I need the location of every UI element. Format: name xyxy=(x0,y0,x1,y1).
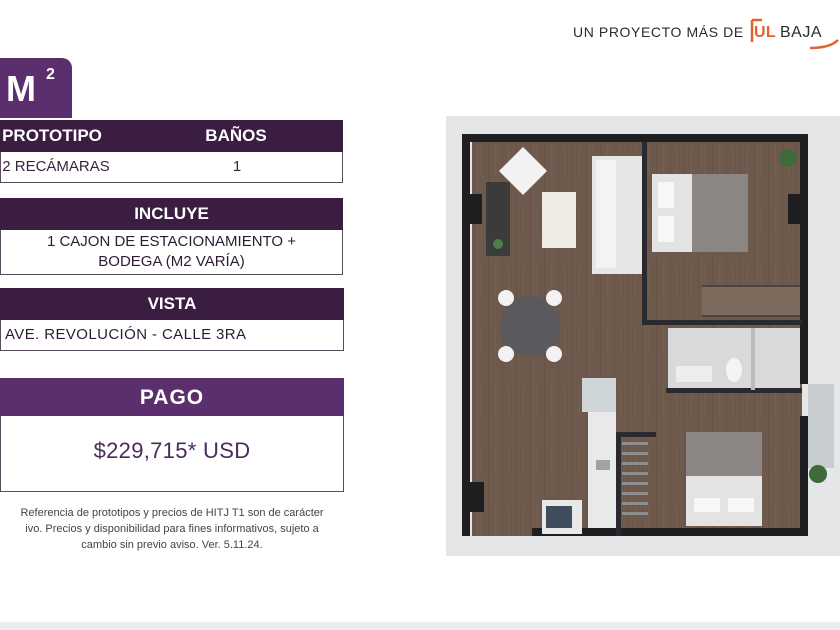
incluye-line: BODEGA (M2 VARÍA) xyxy=(98,253,245,270)
vista-body xyxy=(0,320,344,351)
header-tagline: UN PROYECTO MÁS DE xyxy=(573,24,744,40)
bottom-band xyxy=(0,622,840,630)
header xyxy=(572,18,840,52)
m2-superscript: 2 xyxy=(46,66,55,83)
incluye-line: 1 CAJON DE ESTACIONAMIENTO + xyxy=(46,233,297,250)
vista-header xyxy=(0,288,344,320)
prototype-value: 2 RECÁMARAS xyxy=(2,158,110,175)
prototype-table-header xyxy=(0,120,343,152)
prototype-table-row xyxy=(0,152,343,183)
pago-body xyxy=(0,416,344,492)
pago-title: PAGO xyxy=(139,386,205,409)
incluye-title: INCLUYE xyxy=(134,204,209,223)
pago-header xyxy=(0,378,344,416)
bathrooms-value: 1 xyxy=(232,158,242,175)
vista-value: AVE. REVOLUCIÓN - CALLE 3RA xyxy=(5,326,247,343)
prototype-header: PROTOTIPO xyxy=(2,126,102,145)
disclaimer-line: Referencia de prototipos y precios de HITJ T1 son de carácter xyxy=(20,507,324,519)
m2-tab xyxy=(0,58,72,118)
disclaimer-line: ivo. Precios y disponibilidad para fines informativos, sujeto a xyxy=(25,523,319,535)
logo-baja-text: BAJA xyxy=(780,24,823,41)
logo-ul-text: UL xyxy=(754,24,776,41)
incluye-header xyxy=(0,198,343,230)
vista-title: VISTA xyxy=(147,294,197,313)
disclaimer-line: cambio sin previo aviso. Ver. 5.11.24. xyxy=(81,539,263,551)
bathrooms-header: BAÑOS xyxy=(205,126,267,145)
prototype-table xyxy=(0,120,343,183)
floor-plan-image xyxy=(446,116,840,556)
m2-label: M xyxy=(6,68,36,109)
pago-section xyxy=(0,378,344,492)
ul-baja-logo xyxy=(750,18,840,52)
pago-price: $229,715* USD xyxy=(93,438,251,463)
incluye-body xyxy=(0,230,343,275)
disclaimer xyxy=(0,505,344,553)
floor-plan-drawing xyxy=(446,116,840,556)
vista-section xyxy=(0,288,344,351)
incluye-section xyxy=(0,198,343,275)
